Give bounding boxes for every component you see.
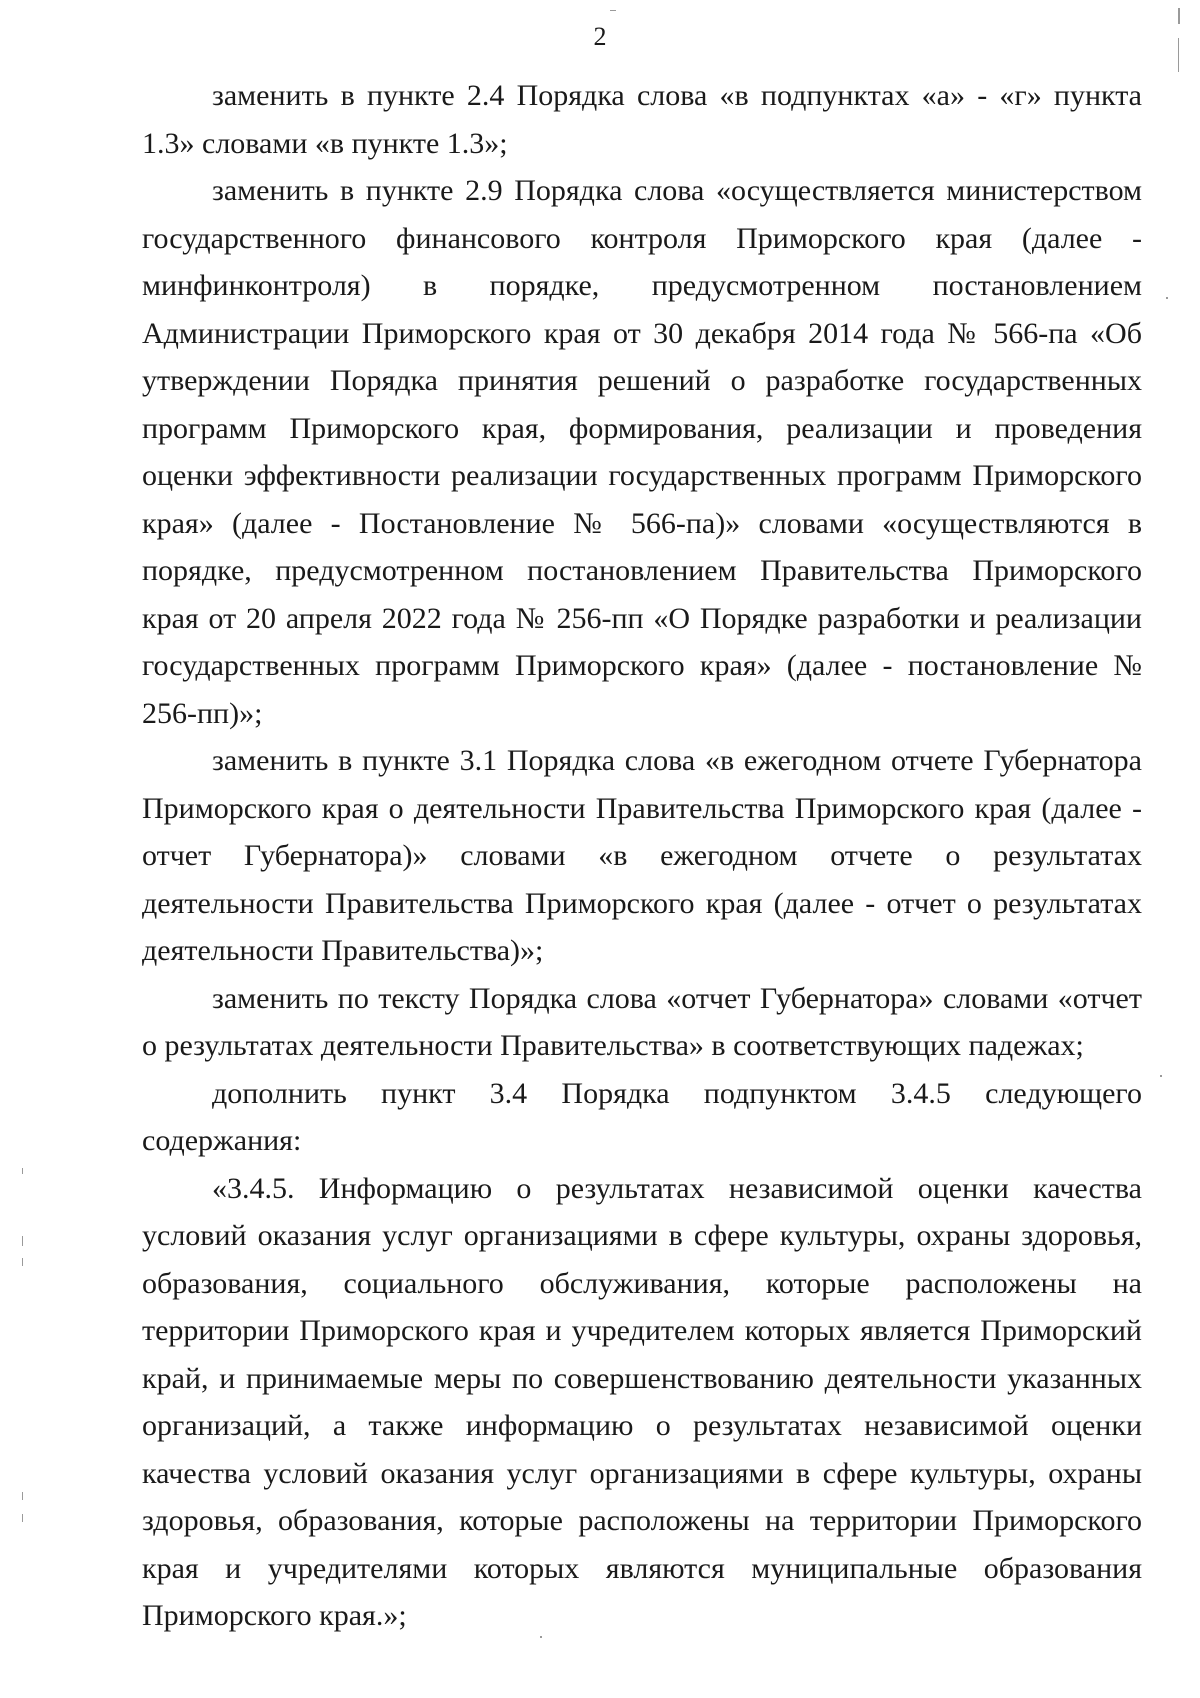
document-body	[142, 72, 1142, 1640]
scan-mark-left-5	[22, 1514, 23, 1522]
scan-mark-left-3	[22, 1258, 23, 1266]
paragraph-replace-governor-report: заменить по тексту Порядка слова «отчет Губернатора» словами «отчет о результатах деятельности Правительства» в соответствующих падежах;	[142, 981, 1142, 1062]
scan-mark-right-top	[1178, 8, 1180, 24]
paragraph-supplement-3-4: дополнить пункт 3.4 Порядка подпунктом 3.4.5 следующего содержания:	[142, 1076, 1142, 1157]
scan-dot-4	[540, 1636, 542, 1638]
scan-mark-left-1	[22, 1168, 23, 1174]
scan-mark-right-upper	[1178, 38, 1179, 72]
scan-mark-left-4	[22, 1492, 23, 1500]
paragraph-amend-2-4: заменить в пункте 2.4 Порядка слова «в подпунктах «а» - «г» пункта 1.3» словами «в пункте 1.3»;	[142, 79, 1142, 160]
scan-dot-1	[1166, 297, 1168, 299]
page-number: 2	[593, 22, 607, 51]
paragraph-amend-2-9: заменить в пункте 2.9 Порядка слова «осуществляется министерством государственного финансового контроля Приморского края (далее - минфинконтроля) в порядке, предусмотренном постановлением Администрации Приморского края от 30 декабря 2014 года № 566-па «Об утверждении Порядка принятия решений о разработке государственных программ Приморского края, формирования, реализации и проведения оценки эффективности реализации государственных программ Приморского края» (далее - Постановление № 566-па)» словами «осуществляются в порядке, предусмотренном постановлением Правительства Приморского края от 20 апреля 2022 года № 256-пп «О Порядке разработки и реализации государственных программ Приморского края» (далее - постановление № 256-пп)»;	[142, 174, 1142, 730]
scan-dot-2	[1160, 1075, 1162, 1077]
paragraph-amend-3-1: заменить в пункте 3.1 Порядка слова «в ежегодном отчете Губернатора Приморского края о деятельности Правительства Приморского края (далее - отчет Губернатора)» словами «в ежегодном отчете о результатах деятельности Правительства Приморского края (далее - отчет о результатах деятельности Правительства)»;	[142, 744, 1142, 967]
scan-mark-left-2	[22, 1236, 23, 1246]
paragraph-subpoint-3-4-5: «3.4.5. Информацию о результатах независимой оценки качества условий оказания услуг организациями в сфере культуры, охраны здоровья, образования, социального обслуживания, которые расположены на территории Приморского края и учредителем которых является Приморский край, и принимаемые меры по совершенствованию деятельности указанных организаций, а также информацию о результатах независимой оценки качества условий оказания услуг организациями в сфере культуры, охраны здоровья, образования, которые расположены на территории Приморского края и учредителями которых являются муниципальные образования Приморского края.»;	[142, 1171, 1142, 1632]
scan-dot-3	[610, 10, 616, 11]
